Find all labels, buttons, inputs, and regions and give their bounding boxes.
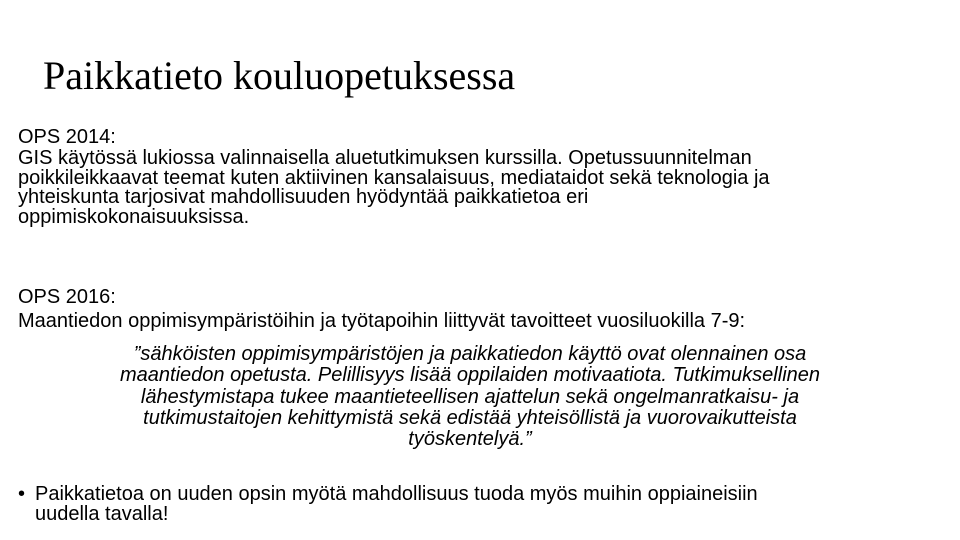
ops-2014-heading: OPS 2014:: [18, 126, 116, 148]
quote-line: lähestymistapa tukee maantieteellisen ajattelun sekä ongelmanratkaisu- ja: [140, 385, 800, 408]
bullet-marker: •: [18, 483, 26, 505]
ops-2014-section: [18, 125, 770, 227]
ops-2016-quote: [0, 344, 940, 450]
ops-2016-intro: Maantiedon oppimisympäristöihin ja työtapoihin liittyvät tavoitteet vuosiluokilla 7-9:: [18, 310, 746, 332]
quote-line: maantiedon opetusta. Pelillisyys lisää oppilaiden motivaatiota. Tutkimuksellinen: [120, 364, 820, 387]
ops-2014-line: yhteiskunta tarjosivat mahdollisuuden hyödyntää paikkatietoa eri: [18, 186, 589, 208]
bullet-item: [18, 485, 758, 524]
quote-line: tutkimustaitojen kehittymistä sekä edistää yhteisöllistä ja vuorovaikutteista: [143, 406, 797, 429]
ops-2014-body: [18, 149, 770, 227]
ops-2014-line: poikkileikkaavat teemat kuten aktiivinen kansalaisuus, mediataidot sekä teknologia ja: [18, 166, 770, 189]
ops-2016-section: [18, 285, 745, 333]
quote-line: ”sähköisten oppimisympäristöjen ja paikkatiedon käyttö ovat olennainen osa: [133, 343, 807, 365]
slide-title: Paikkatieto kouluopetuksessa: [43, 53, 516, 98]
bullet-line: Paikkatietoa on uuden opsin myötä mahdollisuus tuoda myös muihin oppiaineisiin: [35, 483, 758, 505]
bullet-text: [35, 485, 758, 524]
bullet-line: uudella tavalla!: [35, 502, 169, 525]
ops-2014-line: oppimiskokonaisuuksissa.: [18, 205, 250, 228]
quote-line: työskentelyä.”: [408, 428, 532, 451]
ops-2016-heading: OPS 2016:: [18, 286, 116, 308]
ops-2014-line: GIS käytössä lukiossa valinnaisella aluetutkimuksen kurssilla. Opetussuunnitelman: [18, 147, 752, 169]
